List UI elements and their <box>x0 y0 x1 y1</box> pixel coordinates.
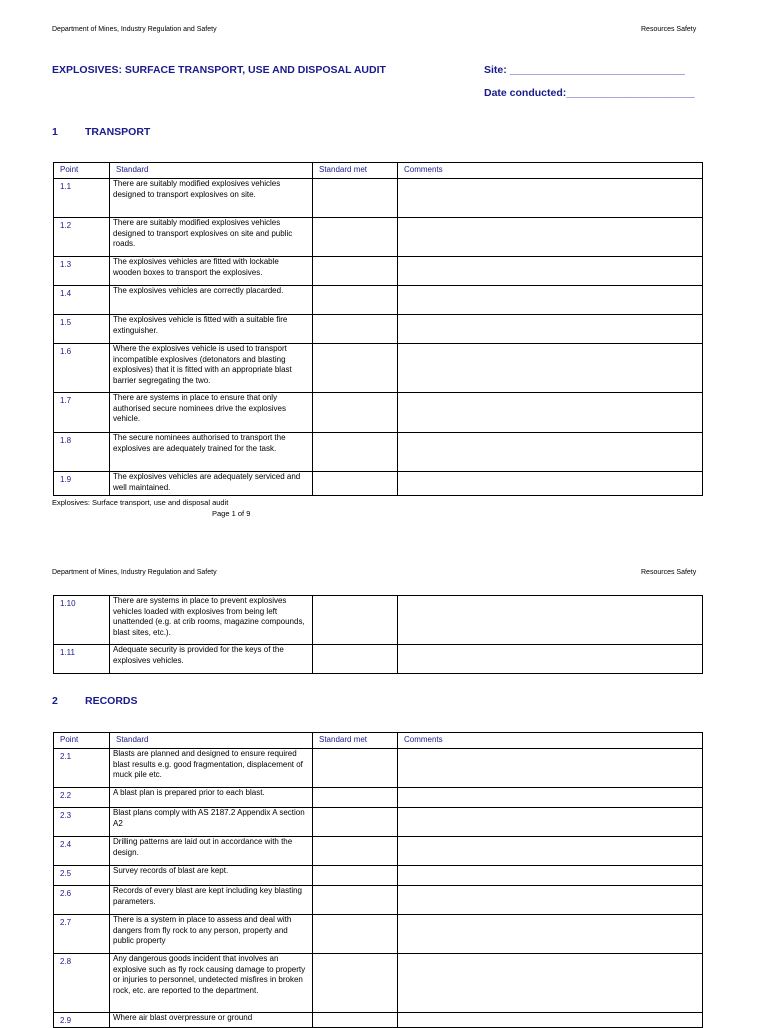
standard-met-cell[interactable] <box>313 837 398 866</box>
comments-cell[interactable] <box>398 257 703 286</box>
standard-met-cell[interactable] <box>313 1013 398 1028</box>
table-row <box>54 433 703 472</box>
standard-met-cell[interactable] <box>313 257 398 286</box>
col-standard-met: Standard met <box>313 163 398 179</box>
point-cell: 2.9 <box>54 1013 110 1028</box>
standard-met-cell[interactable] <box>313 218 398 257</box>
point-cell: 1.9 <box>54 472 110 496</box>
standard-cell: A blast plan is prepared prior to each blast. <box>110 788 313 808</box>
comments-cell[interactable] <box>398 218 703 257</box>
standard-met-cell[interactable] <box>313 315 398 344</box>
point-cell: 2.5 <box>54 866 110 886</box>
table-row <box>54 886 703 915</box>
standard-cell: There are systems in place to ensure that only authorised secure nominees drive the explosives vehicle. <box>110 393 313 433</box>
standard-cell: Blast plans comply with AS 2187.2 Appendix A section A2 <box>110 808 313 837</box>
standard-cell: The explosives vehicle is fitted with a suitable fire extinguisher. <box>110 315 313 344</box>
table-row <box>54 344 703 393</box>
standard-met-cell[interactable] <box>313 886 398 915</box>
table-row <box>54 866 703 886</box>
point-cell: 1.3 <box>54 257 110 286</box>
point-cell: 1.1 <box>54 179 110 218</box>
comments-cell[interactable] <box>398 433 703 472</box>
point-cell: 1.2 <box>54 218 110 257</box>
footer-page-number: Page 1 of 9 <box>212 509 251 518</box>
comments-cell[interactable] <box>398 954 703 1013</box>
standard-cell: There are systems in place to prevent explosives vehicles loaded with explosives from being left unattended (e.g. at crib rooms, magazine compounds, blast sites, etc.). <box>110 596 313 645</box>
point-cell: 1.10 <box>54 596 110 645</box>
table-row <box>54 808 703 837</box>
header-resources-safety: Resources Safety <box>641 26 697 33</box>
standard-met-cell[interactable] <box>313 433 398 472</box>
comments-cell[interactable] <box>398 472 703 496</box>
table-row <box>54 218 703 257</box>
point-cell: 2.4 <box>54 837 110 866</box>
standard-cell: The explosives vehicles are correctly placarded. <box>110 286 313 315</box>
col-standard-met: Standard met <box>313 733 398 749</box>
comments-cell[interactable] <box>398 596 703 645</box>
point-cell: 1.4 <box>54 286 110 315</box>
site-field: Site: ______________________________ <box>484 64 685 76</box>
header-department: Department of Mines, Industry Regulation and Safety <box>52 26 217 33</box>
point-cell: 1.8 <box>54 433 110 472</box>
comments-cell[interactable] <box>398 286 703 315</box>
standard-cell: There are suitably modified explosives vehicles designed to transport explosives on site. <box>110 179 313 218</box>
point-cell: 2.6 <box>54 886 110 915</box>
comments-cell[interactable] <box>398 788 703 808</box>
standard-met-cell[interactable] <box>313 866 398 886</box>
comments-cell[interactable] <box>398 179 703 218</box>
section-number: 1 <box>52 126 58 138</box>
standard-met-cell[interactable] <box>313 472 398 496</box>
table-row <box>54 286 703 315</box>
standard-cell: Drilling patterns are laid out in accordance with the design. <box>110 837 313 866</box>
table-row <box>54 1013 703 1028</box>
comments-cell[interactable] <box>398 866 703 886</box>
table-row <box>54 257 703 286</box>
comments-cell[interactable] <box>398 886 703 915</box>
table-row <box>54 749 703 788</box>
section-1-heading <box>52 126 150 138</box>
transport-table <box>53 162 703 496</box>
comments-cell[interactable] <box>398 1013 703 1028</box>
table-row <box>54 179 703 218</box>
table-row <box>54 788 703 808</box>
col-point: Point <box>54 163 110 179</box>
standard-met-cell[interactable] <box>313 179 398 218</box>
standard-met-cell[interactable] <box>313 915 398 954</box>
standard-met-cell[interactable] <box>313 645 398 674</box>
standard-cell: The explosives vehicles are adequately serviced and well maintained. <box>110 472 313 496</box>
section-title: RECORDS <box>85 695 138 707</box>
col-standard: Standard <box>110 733 313 749</box>
table-row <box>54 954 703 1013</box>
comments-cell[interactable] <box>398 344 703 393</box>
standard-cell: Where the explosives vehicle is used to transport incompatible explosives (detonators and blasting explosives) that it is fitted with an appropriate blast barrier segregating the two. <box>110 344 313 393</box>
section-number: 2 <box>52 695 58 707</box>
point-cell: 1.6 <box>54 344 110 393</box>
col-standard: Standard <box>110 163 313 179</box>
table-row <box>54 393 703 433</box>
table-row <box>54 645 703 674</box>
standard-cell: Any dangerous goods incident that involves an explosive such as fly rock causing damage to property or injuries to personnel, undetected misfires in broken rock, etc. are reported to the department. <box>110 954 313 1013</box>
header-department: Department of Mines, Industry Regulation and Safety <box>52 569 217 576</box>
comments-cell[interactable] <box>398 915 703 954</box>
col-point: Point <box>54 733 110 749</box>
col-comments: Comments <box>398 163 703 179</box>
point-cell: 1.11 <box>54 645 110 674</box>
standard-met-cell[interactable] <box>313 596 398 645</box>
document-title: EXPLOSIVES: SURFACE TRANSPORT, USE AND DISPOSAL AUDIT <box>52 64 386 76</box>
comments-cell[interactable] <box>398 645 703 674</box>
section-2-heading <box>52 695 138 707</box>
standard-met-cell[interactable] <box>313 808 398 837</box>
header-resources-safety: Resources Safety <box>641 569 697 576</box>
standard-met-cell[interactable] <box>313 393 398 433</box>
standard-met-cell[interactable] <box>313 954 398 1013</box>
standard-cell: Blasts are planned and designed to ensure required blast results e.g. good fragmentation, displacement of muck pile etc. <box>110 749 313 788</box>
point-cell: 2.1 <box>54 749 110 788</box>
standard-cell: Survey records of blast are kept. <box>110 866 313 886</box>
standard-cell: Records of every blast are kept including key blasting parameters. <box>110 886 313 915</box>
standard-met-cell[interactable] <box>313 286 398 315</box>
comments-cell[interactable] <box>398 315 703 344</box>
point-cell: 2.8 <box>54 954 110 1013</box>
table-row <box>54 915 703 954</box>
point-cell: 2.2 <box>54 788 110 808</box>
standard-cell: Where air blast overpressure or ground <box>110 1013 313 1028</box>
table-row <box>54 596 703 645</box>
point-cell: 2.3 <box>54 808 110 837</box>
transport-table-continued <box>53 595 703 674</box>
standard-cell: There is a system in place to assess and deal with dangers from fly rock to any person, property and public property <box>110 915 313 954</box>
standard-cell: Adequate security is provided for the keys of the explosives vehicles. <box>110 645 313 674</box>
footer-document-name: Explosives: Surface transport, use and disposal audit <box>52 498 229 507</box>
table-row <box>54 472 703 496</box>
records-table <box>53 732 703 1028</box>
section-title: TRANSPORT <box>85 126 151 138</box>
point-cell: 1.5 <box>54 315 110 344</box>
comments-cell[interactable] <box>398 393 703 433</box>
point-cell: 1.7 <box>54 393 110 433</box>
comments-cell[interactable] <box>398 837 703 866</box>
point-cell: 2.7 <box>54 915 110 954</box>
standard-met-cell[interactable] <box>313 344 398 393</box>
standard-cell: The secure nominees authorised to transport the explosives are adequately trained for the task. <box>110 433 313 472</box>
comments-cell[interactable] <box>398 808 703 837</box>
standard-met-cell[interactable] <box>313 788 398 808</box>
date-conducted-field: Date conducted:______________________ <box>484 87 695 99</box>
col-comments: Comments <box>398 733 703 749</box>
standard-met-cell[interactable] <box>313 749 398 788</box>
table-row <box>54 837 703 866</box>
standard-cell: There are suitably modified explosives vehicles designed to transport explosives on site and public roads. <box>110 218 313 257</box>
standard-cell: The explosives vehicles are fitted with lockable wooden boxes to transport the explosives. <box>110 257 313 286</box>
table-row <box>54 315 703 344</box>
comments-cell[interactable] <box>398 749 703 788</box>
